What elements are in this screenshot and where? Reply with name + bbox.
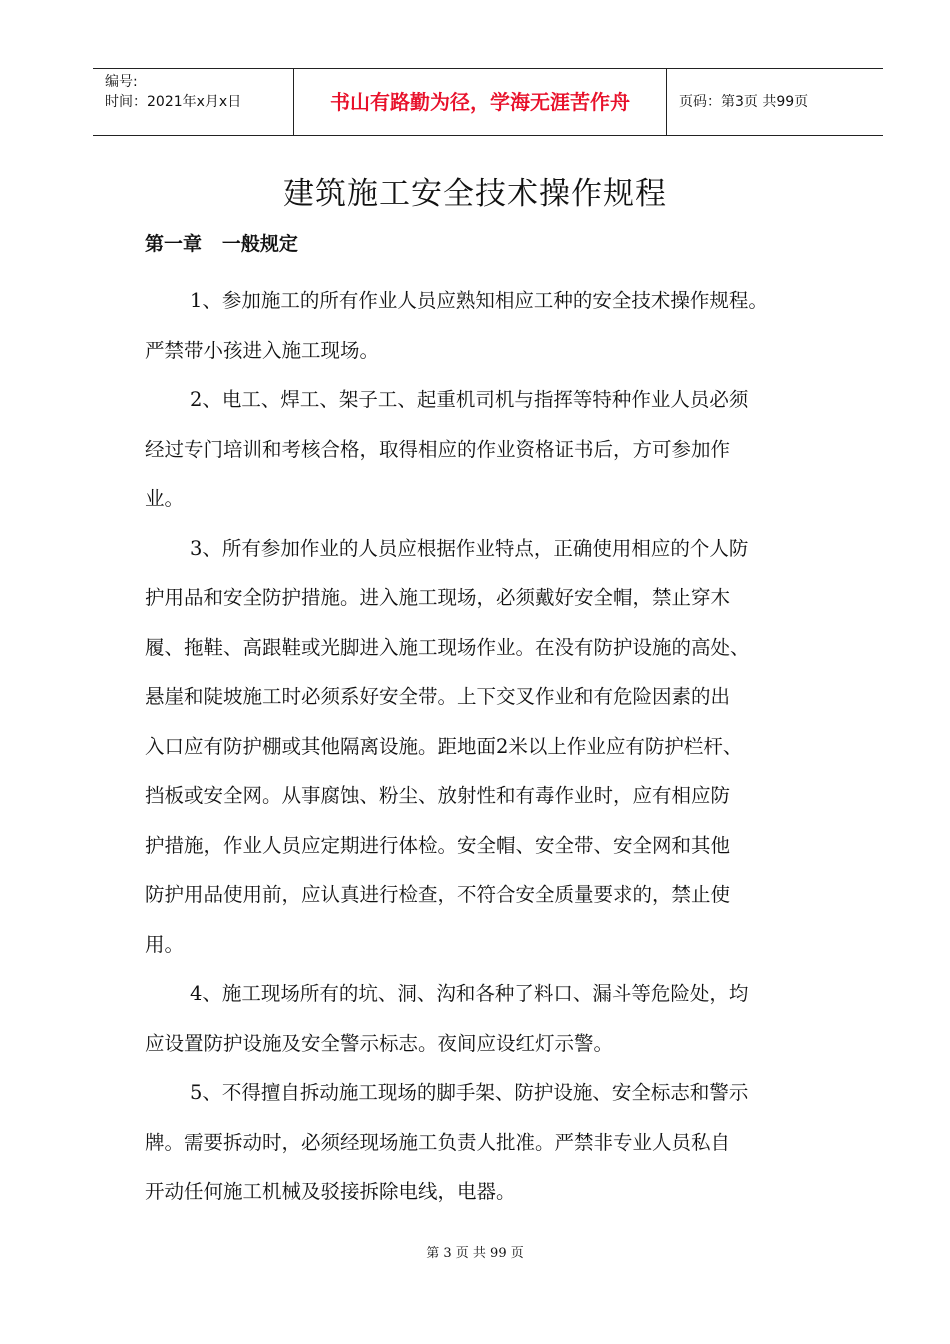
body-line: 护用品和安全防护措施。进入施工现场，必须戴好安全帽，禁止穿木 <box>145 586 731 609</box>
body-line: 2、电工、焊工、架子工、起重机司机与指挥等特种作业人员必须 <box>190 388 749 411</box>
body-line: 入口应有防护棚或其他隔离设施。距地面2米以上作业应有防护栏杆、 <box>145 734 743 758</box>
body-line: 3、所有参加作业的人员应根据作业特点，正确使用相应的个人防 <box>190 536 749 560</box>
body-line: 应设置防护设施及安全警示标志。夜间应设红灯示警。 <box>145 1031 614 1055</box>
body-line: 经过专门培训和考核合格，取得相应的作业资格证书后，方可参加作 <box>145 437 731 461</box>
body-line: 护措施，作业人员应定期进行体检。安全帽、安全带、安全网和其他 <box>145 833 731 857</box>
body-line: 用。 <box>145 932 185 956</box>
body-line: 牌。需要拆动时，必须经现场施工负责人批准。严禁非专业人员私自 <box>145 1130 731 1154</box>
body-line: 挡板或安全网。从事腐蚀、粉尘、放射性和有毒作业时，应有相应防 <box>145 784 731 807</box>
body-line: 1、参加施工的所有作业人员应熟知相应工种的安全技术操作规程。 <box>190 289 768 312</box>
page-footer: 第 3 页 共 99 页 <box>426 1246 524 1261</box>
body-line: 悬崖和陡坡施工时必须系好安全带。上下交叉作业和有危险因素的出 <box>145 685 731 708</box>
chapter-heading: 第一章 一般规定 <box>145 233 298 255</box>
body-line: 开动任何施工机械及驳接拆除电线，电器。 <box>145 1180 516 1203</box>
document-body <box>145 276 865 1217</box>
header-page-label: 页码：第3页 共99页 <box>679 94 809 110</box>
body-line: 5、不得擅自拆动施工现场的脚手架、防护设施、安全标志和警示 <box>190 1081 749 1104</box>
page-header <box>93 68 883 136</box>
body-line: 严禁带小孩进入施工现场。 <box>145 338 380 362</box>
body-line: 履、拖鞋、高跟鞋或光脚进入施工现场作业。在没有防护设施的高处、 <box>145 635 750 659</box>
header-meta-cell <box>93 69 294 135</box>
body-line: 业。 <box>145 487 185 510</box>
document-title: 建筑施工安全技术操作规程 <box>283 176 667 212</box>
body-line: 防护用品使用前，应认真进行检查，不符合安全质量要求的，禁止使 <box>145 883 731 906</box>
document-number-label: 编号: <box>105 74 138 90</box>
body-line: 4、施工现场所有的坑、洞、沟和各种了料口、漏斗等危险处，均 <box>190 982 749 1005</box>
document-date-label: 时间：2021年x月x日 <box>105 94 242 110</box>
header-motto: 书山有路勤为径，学海无涯苦作舟 <box>294 69 667 135</box>
